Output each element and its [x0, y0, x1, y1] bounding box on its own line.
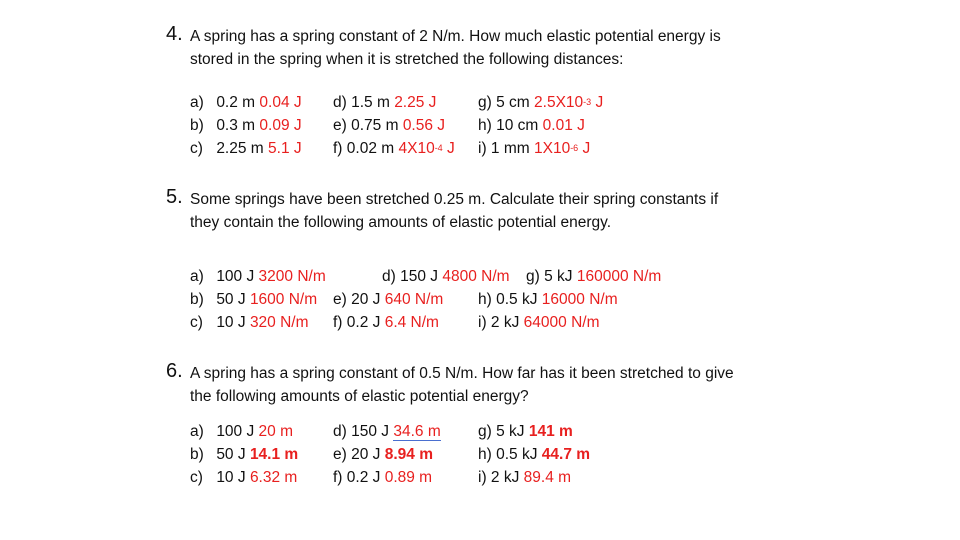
list-item: h) 10 cm 0.01 J [478, 117, 585, 134]
list-item: f) 0.02 m $4X10^{-4}$ J [333, 140, 455, 157]
list-item: e) 0.75 m 0.56 J [333, 117, 446, 134]
question-text: Some springs have been stretched 0.25 m. Calculate their spring constants if they contain the following amounts of elastic potential energy. [190, 191, 719, 231]
list-item: b) 0.3 m 0.09 J [190, 117, 302, 134]
list-item: i) 1 mm $1X10^{-6}$ J [478, 140, 591, 157]
question-number: 4. [166, 23, 183, 45]
list-item: g) 5 kJ 141 m [478, 423, 573, 440]
list-item: f) 0.2 J 0.89 m [333, 469, 433, 486]
question-text: A spring has a spring constant of 2 N/m. How much elastic potential energy is stored in the spring when it is stretched the following distances: [190, 28, 721, 68]
list-item: c) 2.25 m 5.1 J [190, 140, 302, 157]
question-number: 6. [166, 360, 183, 382]
list-item: e) 20 J 640 N/m [333, 291, 444, 308]
list-item: c) 10 J 6.32 m [190, 469, 298, 486]
list-item: a) 100 J 3200 N/m [190, 268, 326, 285]
list-item: g) 5 kJ 160000 N/m [526, 268, 662, 285]
list-item: b) 50 J 14.1 m [190, 446, 299, 463]
list-item: d) 150 J 34.6 m [333, 423, 441, 440]
question-text: A spring has a spring constant of 0.5 N/m. How far has it been stretched to give the following amounts of elastic potential energy? [190, 365, 734, 405]
list-item: i) 2 kJ 89.4 m [478, 469, 572, 486]
list-item: a) 100 J 20 m [190, 423, 294, 440]
list-item: d) 150 J 4800 N/m [382, 268, 510, 285]
list-item: f) 0.2 J 6.4 N/m [333, 314, 439, 331]
list-item: a) 0.2 m 0.04 J [190, 94, 302, 111]
list-item: h) 0.5 kJ 44.7 m [478, 446, 591, 463]
list-item: i) 2 kJ 64000 N/m [478, 314, 600, 331]
list-item: b) 50 J 1600 N/m [190, 291, 318, 308]
list-item: h) 0.5 kJ 16000 N/m [478, 291, 618, 308]
question-number: 5. [166, 186, 183, 208]
list-item: d) 1.5 m 2.25 J [333, 94, 437, 111]
list-item: e) 20 J 8.94 m [333, 446, 433, 463]
list-item: g) 5 cm $2.5X10^{-3}$ J [478, 94, 604, 111]
list-item: c) 10 J 320 N/m [190, 314, 309, 331]
